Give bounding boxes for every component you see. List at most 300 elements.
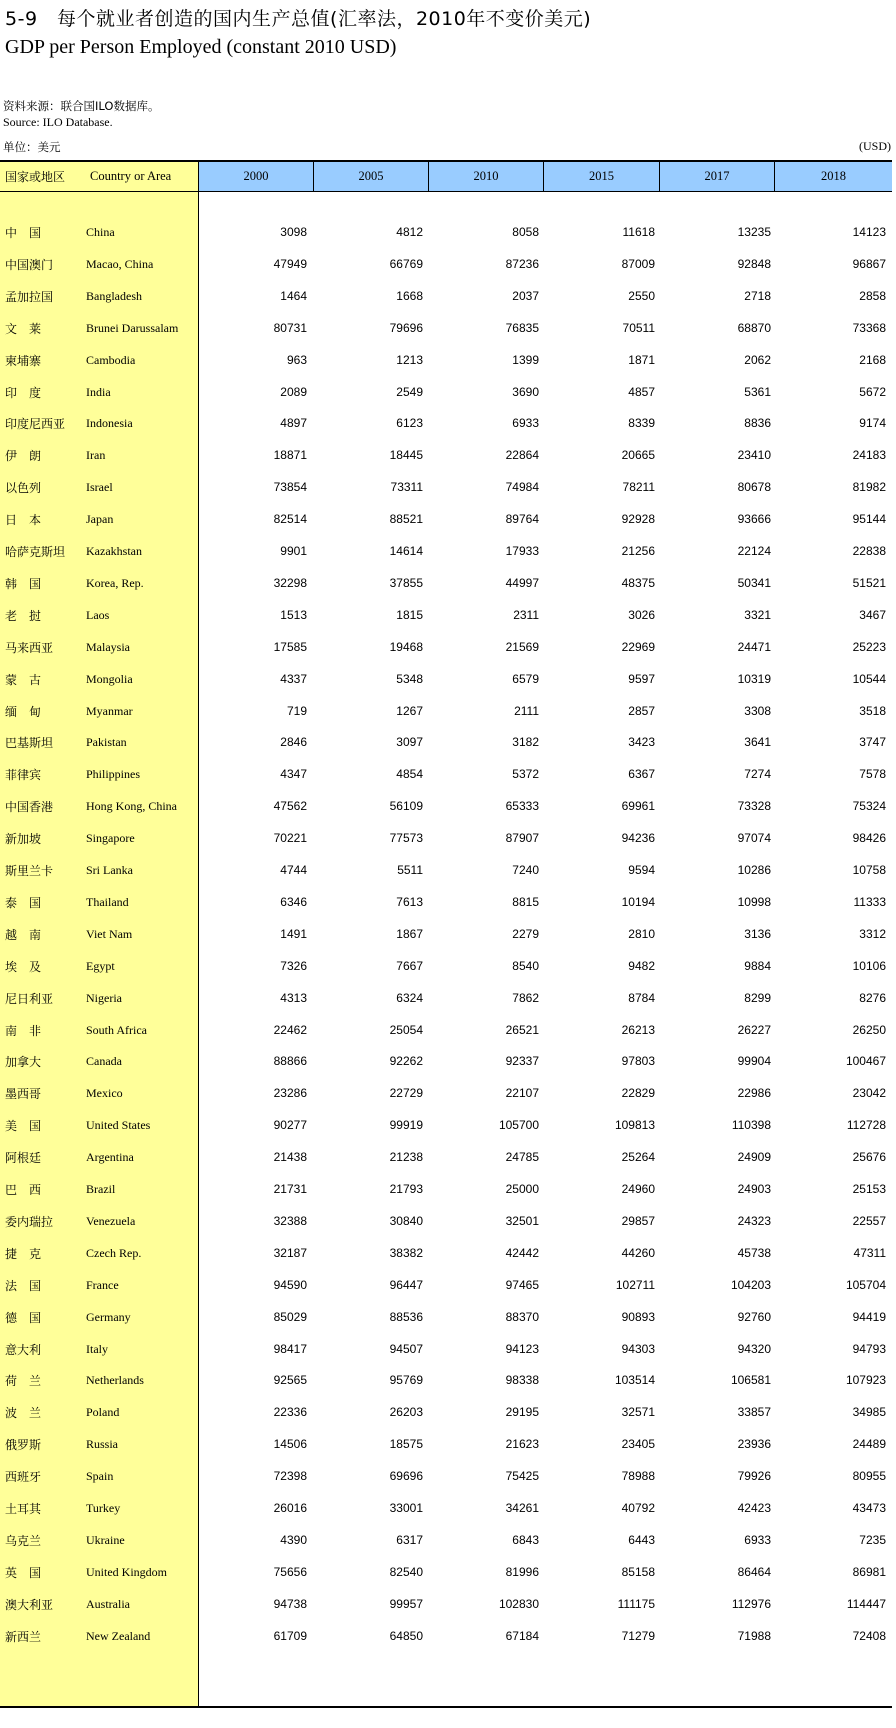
value-cell-2005: 7667	[396, 958, 423, 973]
value-cell-2015: 26213	[621, 1022, 655, 1037]
value-cell-2015: 94303	[621, 1341, 655, 1356]
value-cell-2018: 10106	[852, 958, 886, 973]
value-cell-2015: 20665	[621, 448, 655, 463]
table-row	[0, 726, 892, 756]
value-cell-2017: 93666	[737, 512, 771, 527]
value-cell-2005: 77573	[389, 831, 423, 846]
value-cell-2015: 32571	[621, 1405, 655, 1420]
table-row	[0, 758, 892, 788]
value-cell-2000: 73854	[273, 480, 307, 495]
value-cell-2017: 94320	[737, 1341, 771, 1356]
country-name-cn: 巴基斯坦	[5, 736, 54, 751]
value-cell-2017: 50341	[737, 575, 771, 590]
value-cell-2018: 112728	[846, 1118, 886, 1133]
table-bottom-rule	[0, 1706, 892, 1708]
header-year-2000: 2000	[199, 162, 314, 192]
country-name-cn: 阿根廷	[5, 1151, 42, 1166]
country-name-cn: 委内瑞拉	[5, 1214, 54, 1229]
value-cell-2017: 99904	[737, 1054, 771, 1069]
country-name-en: Egypt	[86, 958, 115, 973]
value-cell-2010: 26521	[505, 1022, 539, 1037]
country-name-en: Cambodia	[86, 352, 136, 367]
value-cell-2005: 56109	[389, 799, 423, 814]
value-cell-2015: 48375	[621, 575, 655, 590]
country-name-cn: 墨西哥	[5, 1087, 42, 1102]
value-cell-2010: 42442	[505, 1245, 539, 1260]
value-cell-2018: 51521	[852, 575, 886, 590]
value-cell-2000: 1491	[280, 926, 307, 941]
country-name-cn: 文 莱	[5, 321, 42, 336]
value-cell-2010: 74984	[505, 480, 539, 495]
value-cell-2000: 4744	[280, 863, 307, 877]
country-name-en: Spain	[86, 1469, 114, 1484]
value-cell-2017: 80678	[737, 480, 771, 495]
value-cell-2015: 92928	[621, 512, 655, 527]
header-year-2015: 2015	[544, 162, 660, 192]
table-row	[0, 1205, 892, 1235]
value-cell-2015: 78988	[621, 1469, 655, 1484]
value-cell-2015: 71279	[621, 1628, 655, 1643]
value-cell-2005: 33001	[389, 1501, 423, 1515]
table-row	[0, 1141, 892, 1171]
value-cell-2015: 25264	[621, 1150, 655, 1165]
value-cell-2017: 73328	[737, 799, 771, 814]
value-cell-2018: 7578	[859, 767, 886, 782]
value-cell-2010: 105700	[498, 1118, 539, 1133]
value-cell-2018: 5672	[859, 384, 886, 399]
value-cell-2017: 6933	[744, 1532, 771, 1547]
country-name-en: Laos	[86, 607, 110, 622]
value-cell-2018: 7235	[859, 1532, 886, 1547]
header-country-cn: 国家或地区	[5, 170, 66, 184]
country-name-cn: 伊 朗	[5, 449, 42, 464]
country-name-en: Mongolia	[86, 671, 133, 686]
table-row	[0, 248, 892, 278]
value-cell-2005: 18445	[389, 448, 423, 463]
country-name-en: Nigeria	[86, 990, 122, 1005]
value-cell-2015: 21256	[621, 544, 655, 558]
value-cell-2005: 2549	[396, 384, 423, 399]
country-name-en: Sri Lanka	[86, 863, 133, 877]
value-cell-2018: 86981	[852, 1564, 886, 1579]
value-cell-2015: 24960	[621, 1182, 655, 1196]
value-cell-2010: 87907	[505, 831, 539, 846]
value-cell-2000: 70221	[273, 831, 307, 846]
value-cell-2005: 82540	[389, 1564, 423, 1579]
value-cell-2000: 22462	[273, 1022, 307, 1037]
value-cell-2015: 22969	[621, 639, 655, 654]
header-country-en: Country or Area	[90, 169, 172, 183]
value-cell-2018: 94419	[852, 1309, 886, 1324]
value-cell-2010: 2311	[513, 607, 539, 622]
table-row	[0, 982, 892, 1012]
table-row	[0, 1588, 892, 1618]
country-name-en: Bangladesh	[86, 288, 142, 303]
table-row	[0, 376, 892, 406]
table-row	[0, 567, 892, 597]
value-cell-2018: 25676	[852, 1150, 886, 1165]
country-name-cn: 印 度	[5, 385, 42, 400]
value-cell-2017: 8836	[744, 416, 771, 431]
value-cell-2010: 2279	[512, 926, 539, 941]
value-cell-2005: 3097	[396, 735, 423, 750]
table-row	[0, 1524, 892, 1554]
value-cell-2005: 95769	[389, 1373, 423, 1388]
country-name-en: Netherlands	[86, 1373, 144, 1388]
value-cell-2017: 68870	[737, 320, 771, 335]
table-row	[0, 695, 892, 725]
country-name-en: New Zealand	[86, 1628, 151, 1643]
value-cell-2005: 1668	[396, 288, 423, 303]
value-cell-2015: 2550	[628, 288, 655, 303]
value-cell-2017: 106581	[730, 1373, 771, 1388]
header-country-cell	[0, 162, 199, 192]
country-name-en: Israel	[86, 480, 113, 495]
value-cell-2010: 6579	[512, 671, 539, 686]
value-cell-2018: 14123	[852, 225, 886, 239]
value-cell-2017: 5361	[744, 384, 771, 399]
value-cell-2015: 2810	[628, 926, 655, 941]
value-cell-2017: 97074	[737, 831, 771, 846]
value-cell-2015: 103514	[614, 1373, 655, 1388]
value-cell-2015: 6443	[628, 1532, 655, 1547]
value-cell-2017: 71988	[737, 1628, 771, 1643]
value-cell-2015: 44260	[621, 1245, 655, 1260]
value-cell-2000: 18871	[273, 448, 307, 463]
country-name-cn: 哈萨克斯坦	[5, 545, 66, 559]
value-cell-2010: 21623	[505, 1437, 539, 1452]
value-cell-2018: 75324	[852, 799, 886, 814]
country-name-cn: 孟加拉国	[5, 289, 54, 304]
country-name-en: Philippines	[86, 767, 141, 782]
value-cell-2015: 102711	[615, 1277, 655, 1292]
value-cell-2000: 17585	[273, 639, 307, 654]
country-name-en: Macao, China	[86, 256, 154, 271]
value-cell-2018: 81982	[852, 480, 886, 495]
value-cell-2015: 3026	[628, 607, 655, 622]
value-cell-2010: 75425	[505, 1469, 539, 1484]
table-row	[0, 1620, 892, 1650]
value-cell-2005: 37855	[389, 575, 423, 590]
value-cell-2000: 94590	[273, 1277, 307, 1292]
table-row	[0, 854, 892, 884]
value-cell-2005: 19468	[389, 639, 423, 654]
value-cell-2018: 114447	[846, 1596, 886, 1611]
value-cell-2017: 110398	[731, 1118, 771, 1133]
country-name-cn: 俄罗斯	[5, 1438, 42, 1453]
country-name-cn: 西班牙	[5, 1470, 42, 1485]
country-name-en: Mexico	[86, 1086, 123, 1101]
source-note-en: Source: ILO Database.	[3, 115, 113, 129]
value-cell-2000: 719	[286, 703, 307, 718]
value-cell-2005: 99957	[389, 1596, 423, 1611]
country-name-cn: 印度尼西亚	[5, 417, 66, 432]
country-name-cn: 巴 西	[5, 1183, 42, 1197]
value-cell-2005: 73311	[390, 480, 423, 495]
value-cell-2017: 24323	[737, 1213, 771, 1228]
value-cell-2017: 2718	[744, 288, 771, 303]
value-cell-2018: 10758	[852, 863, 886, 877]
value-cell-2000: 4337	[280, 671, 307, 686]
table-row	[0, 1460, 892, 1490]
country-name-en: Australia	[86, 1596, 130, 1611]
value-cell-2000: 47562	[273, 799, 307, 814]
value-cell-2018: 43473	[852, 1501, 886, 1515]
value-cell-2005: 94507	[389, 1341, 423, 1356]
value-cell-2018: 22557	[852, 1213, 886, 1228]
country-name-en: Malaysia	[86, 639, 130, 654]
value-cell-2010: 87236	[505, 256, 539, 271]
value-cell-2018: 9174	[859, 416, 886, 431]
country-name-en: Pakistan	[86, 735, 127, 750]
value-cell-2017: 86464	[737, 1564, 771, 1579]
table-row	[0, 1364, 892, 1394]
value-cell-2017: 23410	[737, 448, 771, 463]
value-cell-2015: 22829	[621, 1086, 655, 1101]
table-row	[0, 407, 892, 437]
value-cell-2000: 1464	[280, 288, 307, 303]
value-cell-2005: 21238	[389, 1150, 423, 1165]
value-cell-2018: 73368	[852, 320, 886, 335]
value-cell-2010: 81996	[505, 1564, 539, 1579]
value-cell-2005: 99919	[389, 1118, 423, 1133]
table-row	[0, 216, 892, 246]
value-cell-2017: 24903	[737, 1182, 771, 1196]
table-row	[0, 1492, 892, 1522]
country-name-cn: 日 本	[5, 513, 42, 528]
country-name-en: Canada	[86, 1054, 122, 1069]
country-name-cn: 英 国	[5, 1565, 42, 1580]
value-cell-2018: 94793	[852, 1341, 886, 1356]
value-cell-2017: 22124	[737, 544, 771, 558]
country-name-cn: 澳大利亚	[5, 1597, 54, 1612]
country-name-en: Singapore	[86, 831, 135, 846]
value-cell-2018: 47311	[853, 1245, 886, 1260]
country-name-cn: 斯里兰卡	[5, 864, 54, 878]
country-name-en: Iran	[86, 448, 106, 463]
value-cell-2018: 8276	[859, 990, 886, 1005]
value-cell-2000: 82514	[273, 512, 307, 527]
unit-label-en: (USD)	[859, 139, 891, 153]
value-cell-2005: 22729	[389, 1086, 423, 1101]
value-cell-2017: 22986	[737, 1086, 771, 1101]
value-cell-2015: 2857	[628, 703, 655, 718]
value-cell-2018: 96867	[852, 256, 886, 271]
country-name-cn: 加拿大	[5, 1055, 42, 1070]
value-cell-2015: 4857	[628, 384, 655, 399]
value-cell-2010: 7862	[512, 990, 539, 1005]
value-cell-2005: 14614	[389, 544, 423, 558]
value-cell-2018: 2858	[859, 288, 886, 303]
country-name-cn: 蒙 古	[5, 672, 42, 687]
value-cell-2000: 98417	[273, 1341, 307, 1356]
value-cell-2015: 94236	[621, 831, 655, 846]
value-cell-2015: 87009	[621, 256, 655, 271]
country-name-en: Poland	[86, 1405, 120, 1420]
value-cell-2000: 9901	[280, 544, 307, 558]
value-cell-2005: 18575	[389, 1437, 423, 1452]
country-name-cn: 新加坡	[5, 832, 42, 847]
value-cell-2018: 22838	[852, 544, 886, 558]
country-name-cn: 意大利	[5, 1342, 42, 1357]
value-cell-2010: 102830	[498, 1596, 539, 1611]
value-cell-2015: 70511	[622, 320, 655, 335]
value-cell-2015: 9594	[628, 863, 655, 877]
country-name-en: Russia	[86, 1437, 119, 1452]
country-name-cn: 中国澳门	[5, 257, 54, 272]
value-cell-2000: 4347	[280, 767, 307, 782]
value-cell-2005: 5348	[396, 671, 423, 686]
value-cell-2005: 1815	[396, 607, 423, 622]
value-cell-2018: 105704	[845, 1277, 886, 1292]
value-cell-2017: 42423	[737, 1501, 771, 1515]
value-cell-2010: 25000	[505, 1182, 539, 1196]
value-cell-2000: 7326	[280, 958, 307, 973]
value-cell-2005: 69696	[389, 1469, 423, 1484]
value-cell-2010: 8058	[512, 225, 539, 239]
country-name-cn: 泰 国	[5, 895, 42, 910]
value-cell-2000: 21438	[273, 1150, 307, 1165]
value-cell-2010: 29195	[505, 1405, 539, 1420]
value-cell-2018: 25153	[852, 1182, 886, 1196]
country-name-cn: 南 非	[5, 1023, 42, 1038]
value-cell-2017: 79926	[737, 1469, 771, 1484]
country-name-cn: 马来西亚	[5, 640, 54, 655]
table-row	[0, 1396, 892, 1426]
value-cell-2015: 111175	[617, 1596, 655, 1611]
table-row	[0, 439, 892, 469]
value-cell-2010: 2111	[514, 703, 539, 718]
value-cell-2017: 3641	[744, 735, 771, 750]
value-cell-2010: 21569	[505, 639, 539, 654]
value-cell-2015: 23405	[621, 1437, 655, 1452]
value-cell-2005: 79696	[389, 320, 423, 335]
value-cell-2010: 76835	[505, 320, 539, 335]
value-cell-2018: 23042	[852, 1086, 886, 1101]
value-cell-2005: 96447	[389, 1277, 423, 1292]
value-cell-2018: 100467	[845, 1054, 886, 1069]
value-cell-2000: 3098	[280, 225, 307, 239]
value-cell-2000: 26016	[273, 1501, 307, 1515]
table-row	[0, 886, 892, 916]
unit-label-cn: 单位：美元	[3, 140, 61, 154]
value-cell-2010: 97465	[505, 1277, 539, 1292]
table-row	[0, 1269, 892, 1299]
table-row	[0, 599, 892, 629]
table-title-en: GDP per Person Employed (constant 2010 USD)	[5, 36, 397, 58]
value-cell-2000: 88866	[273, 1054, 307, 1069]
value-cell-2000: 94738	[273, 1596, 307, 1611]
country-name-cn: 中国香港	[5, 800, 54, 815]
value-cell-2015: 90893	[621, 1309, 655, 1324]
value-cell-2018: 24489	[852, 1437, 886, 1452]
table-row	[0, 1237, 892, 1267]
value-cell-2017: 23936	[737, 1437, 771, 1452]
table-row	[0, 1556, 892, 1586]
value-cell-2005: 25054	[389, 1022, 423, 1037]
country-name-en: Korea, Rep.	[86, 575, 144, 590]
country-name-en: Indonesia	[86, 416, 133, 431]
value-cell-2005: 4812	[396, 225, 423, 239]
value-cell-2015: 8339	[628, 416, 655, 431]
country-name-en: Thailand	[86, 894, 129, 909]
country-name-cn: 乌克兰	[5, 1533, 42, 1548]
value-cell-2005: 5511	[397, 863, 423, 877]
value-cell-2000: 75656	[273, 1564, 307, 1579]
value-cell-2017: 10998	[737, 894, 771, 909]
value-cell-2017: 3321	[744, 607, 771, 622]
value-cell-2005: 64850	[389, 1628, 423, 1643]
country-name-en: China	[86, 225, 115, 239]
country-name-cn: 荷 兰	[5, 1374, 42, 1389]
value-cell-2017: 8299	[744, 990, 771, 1005]
country-name-en: Venezuela	[86, 1213, 136, 1228]
value-cell-2018: 3518	[859, 703, 886, 718]
country-name-cn: 埃 及	[5, 959, 42, 974]
value-cell-2010: 24785	[505, 1150, 539, 1165]
value-cell-2015: 40792	[621, 1501, 655, 1515]
country-name-en: France	[86, 1277, 119, 1292]
country-name-en: Ukraine	[86, 1532, 125, 1547]
value-cell-2000: 4897	[280, 416, 307, 431]
value-cell-2000: 47949	[273, 256, 307, 271]
country-name-cn: 中 国	[5, 226, 42, 240]
value-cell-2018: 2168	[859, 352, 886, 367]
country-name-en: Brazil	[86, 1182, 116, 1196]
header-year-2005: 2005	[314, 162, 429, 192]
value-cell-2000: 90277	[273, 1118, 307, 1133]
value-cell-2015: 8784	[628, 990, 655, 1005]
value-cell-2005: 6123	[396, 416, 423, 431]
country-name-cn: 以色列	[5, 481, 42, 496]
value-cell-2010: 8540	[512, 958, 539, 973]
value-cell-2000: 1513	[280, 607, 307, 622]
value-cell-2015: 10194	[621, 894, 655, 909]
header-year-2010: 2010	[429, 162, 544, 192]
value-cell-2000: 22336	[273, 1405, 307, 1420]
value-cell-2015: 78211	[622, 480, 655, 495]
value-cell-2000: 14506	[273, 1437, 307, 1452]
value-cell-2000: 4313	[280, 990, 307, 1005]
country-name-en: Kazakhstan	[86, 544, 142, 558]
country-name-cn: 新西兰	[5, 1629, 42, 1644]
value-cell-2018: 3467	[859, 607, 886, 622]
value-cell-2018: 3747	[859, 735, 886, 750]
value-cell-2005: 92262	[389, 1054, 423, 1069]
value-cell-2010: 98338	[505, 1373, 539, 1388]
country-name-en: India	[86, 384, 111, 399]
value-cell-2018: 25223	[852, 639, 886, 654]
value-cell-2000: 963	[286, 352, 307, 367]
value-cell-2010: 88370	[505, 1309, 539, 1324]
value-cell-2015: 1871	[628, 352, 655, 367]
table-row	[0, 503, 892, 533]
value-cell-2018: 107923	[845, 1373, 886, 1388]
table-row	[0, 1173, 892, 1203]
value-cell-2018: 95144	[852, 512, 886, 527]
value-cell-2015: 9597	[628, 671, 655, 686]
value-cell-2000: 6346	[280, 894, 307, 909]
value-cell-2010: 1399	[512, 352, 539, 367]
value-cell-2017: 10286	[737, 863, 771, 877]
value-cell-2010: 65333	[505, 799, 539, 814]
value-cell-2005: 21793	[389, 1182, 423, 1196]
country-name-en: Italy	[86, 1341, 108, 1356]
table-row	[0, 918, 892, 948]
value-cell-2010: 94123	[505, 1341, 539, 1356]
value-cell-2000: 2846	[280, 735, 307, 750]
value-cell-2018: 11333	[853, 894, 886, 909]
